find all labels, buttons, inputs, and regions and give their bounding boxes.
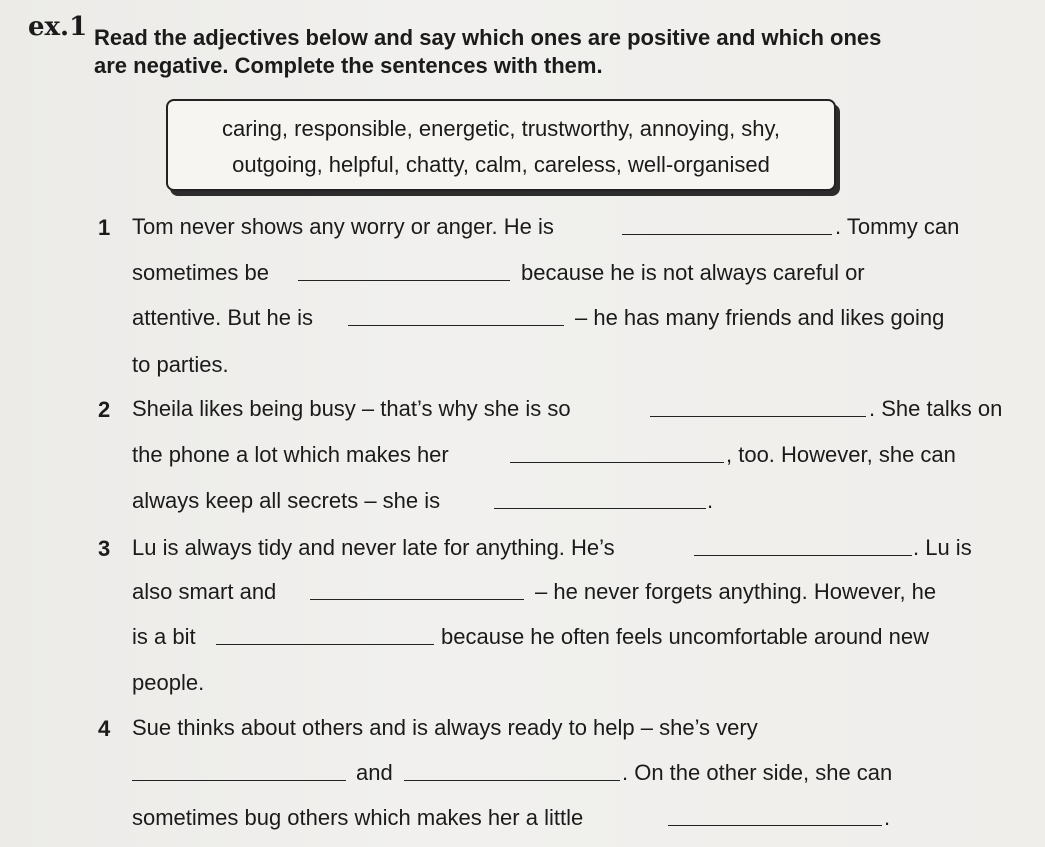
text-segment: . She talks on	[869, 396, 1003, 421]
item-number: 1	[98, 215, 111, 240]
text-segment: Sue thinks about others and is always ready to help – she’s very	[132, 715, 758, 740]
instruction-line-2: are negative. Complete the sentences with them.	[94, 53, 603, 78]
text-segment: people.	[132, 670, 205, 695]
answer-blank[interactable]	[494, 486, 706, 509]
text-segment: sometimes bug others which makes her a little	[132, 805, 584, 830]
text-segment: because he often feels uncomfortable around new	[441, 624, 929, 649]
item-number: 3	[98, 536, 111, 561]
answer-blank[interactable]	[216, 622, 434, 645]
text-segment: , too. However, she can	[726, 442, 956, 467]
answer-blank[interactable]	[298, 258, 510, 281]
word-box-line-1: caring, responsible, energetic, trustworthy, annoying, shy,	[221, 116, 781, 141]
item-number: 2	[98, 397, 111, 422]
text-segment: – he has many friends and likes going	[575, 305, 945, 330]
text-segment: . Tommy can	[835, 214, 960, 239]
text-segment: .	[707, 488, 714, 513]
answer-blank[interactable]	[348, 303, 564, 326]
text-segment: the phone a lot which makes her	[132, 442, 449, 467]
text-segment: and	[356, 760, 393, 785]
instruction-line-1: Read the adjectives below and say which ones are positive and which ones	[94, 25, 882, 50]
answer-blank[interactable]	[132, 758, 346, 781]
text-segment: because he is not always careful or	[521, 260, 865, 285]
text-segment: attentive. But he is	[132, 305, 313, 330]
text-segment: . On the other side, she can	[622, 760, 893, 785]
text-segment: .	[884, 805, 891, 830]
text-segment: to parties.	[132, 352, 229, 377]
text-segment: Sheila likes being busy – that’s why she is so	[132, 396, 571, 421]
instructions	[94, 17, 974, 87]
text-segment: is a bit	[132, 624, 196, 649]
answer-blank[interactable]	[650, 394, 866, 417]
answer-blank[interactable]	[404, 758, 620, 781]
text-segment: also smart and	[132, 579, 277, 604]
answer-blank[interactable]	[668, 803, 882, 826]
text-segment: Lu is always tidy and never late for anything. He’s	[132, 535, 615, 560]
text-segment: – he never forgets anything. However, he	[535, 579, 937, 604]
word-box-line-2: outgoing, helpful, chatty, calm, careless, well-organised	[232, 152, 770, 177]
text-segment: sometimes be	[132, 260, 269, 285]
exercise-label: ex.1	[28, 12, 88, 42]
adjective-word-box	[166, 99, 836, 191]
answer-blank[interactable]	[310, 577, 524, 600]
item-number: 4	[98, 716, 111, 741]
answer-blank[interactable]	[694, 533, 912, 556]
text-segment: always keep all secrets – she is	[132, 488, 441, 513]
text-segment: . Lu is	[913, 535, 972, 560]
text-segment: Tom never shows any worry or anger. He is	[132, 214, 554, 239]
answer-blank[interactable]	[510, 440, 724, 463]
answer-blank[interactable]	[622, 212, 832, 235]
